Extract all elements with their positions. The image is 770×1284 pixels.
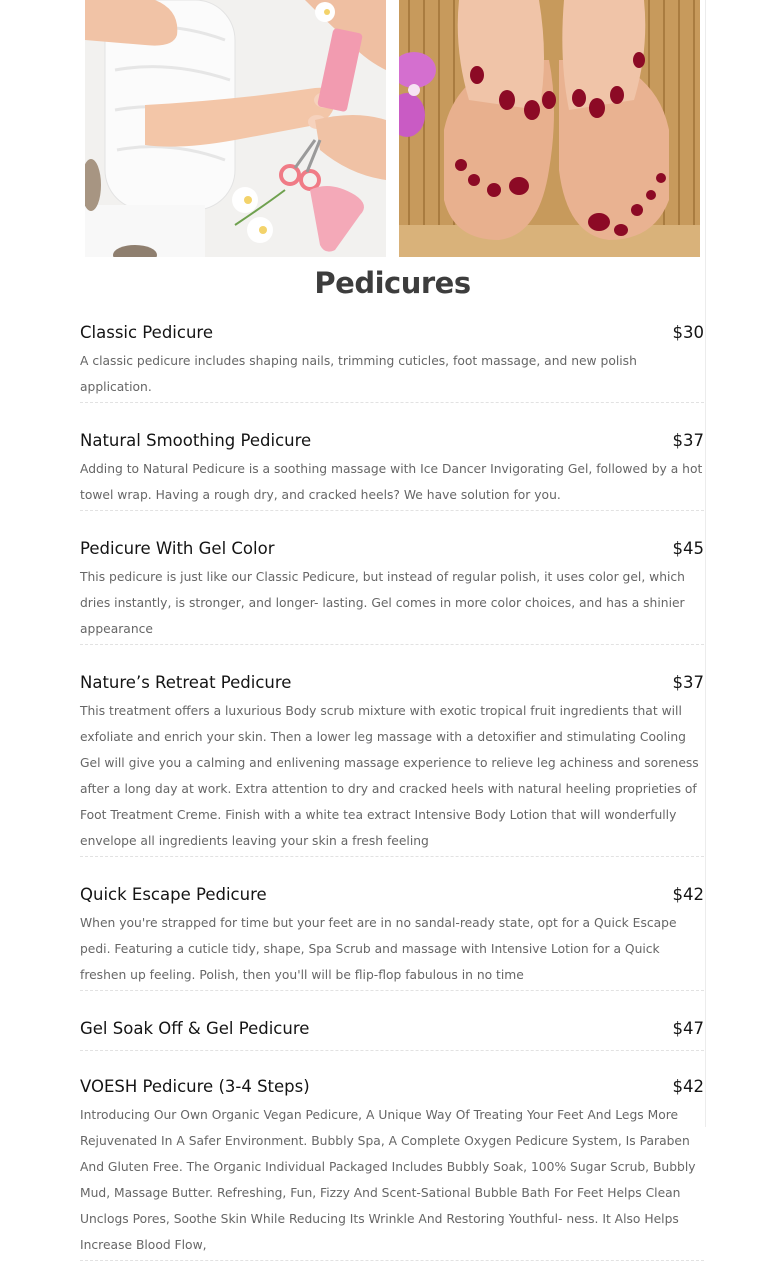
menu-item-price: $42: [672, 885, 704, 904]
menu-item-description: A classic pedicure includes shaping nails, trimming cuticles, foot massage, and new polish application.: [80, 354, 637, 394]
menu-item-description: Introducing Our Own Organic Vegan Pedicure, A Unique Way Of Treating Your Feet And Legs More Rejuvenated In A Safer Environment. Bubbly Spa, A Complete Oxygen Pedicure System, Is Paraben And Gluten Free. The Organic Individual Packaged Includes Bubbly Soak, 100% Sugar Scrub, Bubbly Mud, Massage Butter. Refreshing, Fun, Fizzy And Scent-Sational Bubble Bath For Feet Helps Clean Unclogs Pores, Soothe Skin While Reducing Its Wrinkle And Restoring Youthful- ness. It Also Helps Increase Blood Flow,: [80, 1108, 696, 1252]
menu-item-name: Quick Escape Pedicure: [80, 885, 267, 904]
menu-item-name: Natural Smoothing Pedicure: [80, 431, 312, 450]
menu-item-name: Classic Pedicure: [80, 323, 213, 342]
menu-item: [80, 534, 704, 645]
menu-item-price: $45: [672, 539, 704, 558]
menu-item: [80, 1072, 704, 1261]
menu-item-price: $37: [672, 431, 704, 450]
menu-item-name: Nature’s Retreat Pedicure: [80, 673, 292, 692]
menu-item-price: $42: [672, 1077, 704, 1096]
menu-item-name: Pedicure With Gel Color: [80, 539, 275, 558]
section-title: Pedicures: [314, 266, 471, 300]
page-right-divider: [705, 0, 706, 1127]
menu-item: [80, 426, 704, 511]
pedicure-menu-list: [80, 318, 704, 1284]
menu-item-price: $30: [672, 323, 704, 342]
menu-item-description: When you're strapped for time but your feet are in no sandal-ready state, opt for a Quick Escape pedi. Featuring a cuticle tidy, shape, Spa Scrub and massage with Intensive Lotion for a Quick freshen up feeling. Polish, then you'll will be flip-flop fabulous in no time: [80, 916, 677, 982]
menu-item-description: This treatment offers a luxurious Body scrub mixture with exotic tropical fruit ingredients that will exfoliate and enrich your skin. Then a lower leg massage with a detoxifier and stimulating Cooling Gel will give you a calming and enlivening massage experience to relieve leg achiness and soreness after a long day at work. Extra attention to dry and cracked heels with natural heeling proprieties of Foot Treatment Creme. Finish with a white tea extract Intensive Body Lotion that will wonderfully envelope all ingredients leaving your skin a fresh feeling: [80, 704, 699, 848]
pedicure-filing-photo: [85, 0, 386, 257]
menu-item-description: Adding to Natural Pedicure is a soothing massage with Ice Dancer Invigorating Gel, followed by a hot towel wrap. Having a rough dry, and cracked heels? We have solution for you.: [80, 462, 703, 502]
menu-item-description: This pedicure is just like our Classic Pedicure, but instead of regular polish, it uses color gel, which dries instantly, is stronger, and longer- lasting. Gel comes in more color choices, and has a shinier appearance: [80, 570, 685, 636]
menu-item: [80, 880, 704, 991]
menu-item-name: Gel Soak Off & Gel Pedicure: [80, 1019, 310, 1038]
menu-item: [80, 668, 704, 857]
menu-item-price: $47: [672, 1019, 704, 1038]
menu-item: [80, 1014, 704, 1051]
menu-item: [80, 318, 704, 403]
menu-item-name: VOESH Pedicure (3-4 Steps): [80, 1077, 310, 1096]
menu-item-price: $37: [672, 673, 704, 692]
red-nails-bamboo-photo: [399, 0, 700, 257]
